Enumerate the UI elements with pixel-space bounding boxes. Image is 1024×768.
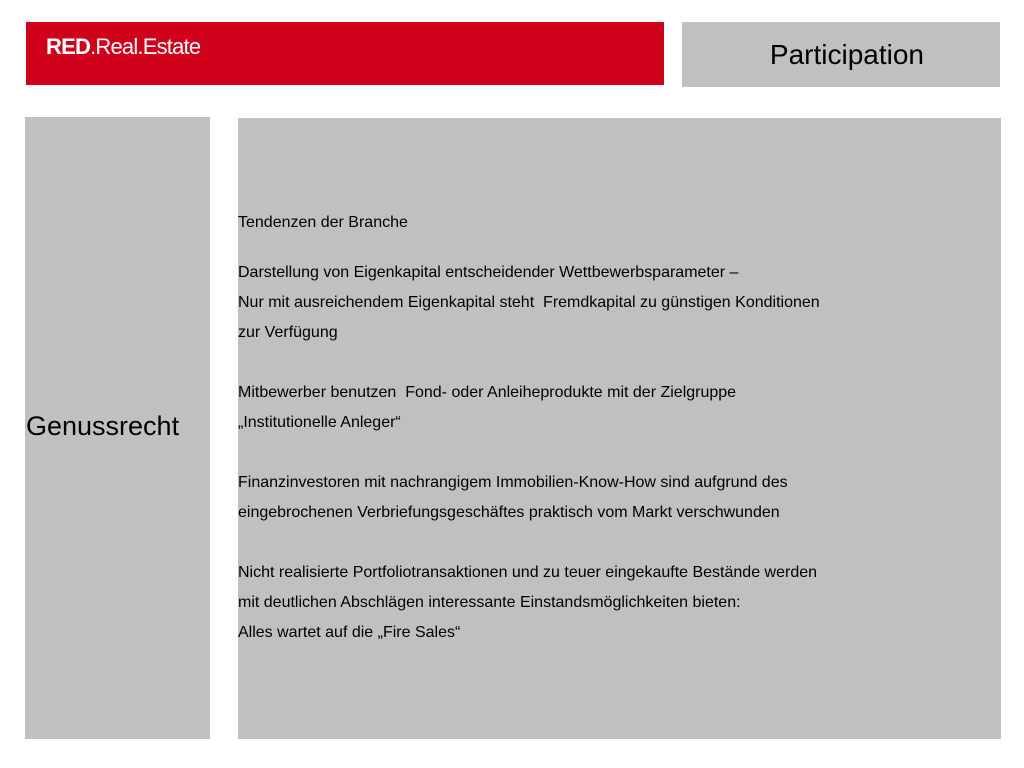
paragraph-gap xyxy=(238,528,978,558)
paragraph-line: mit deutlichen Abschlägen interessante Einstandsmöglichkeiten bieten: xyxy=(238,594,741,611)
paragraph-4 xyxy=(238,558,978,648)
paragraph-line: eingebrochenen Verbriefungsgeschäftes praktisch vom Markt verschwunden xyxy=(238,504,780,521)
paragraph-line: Nur mit ausreichendem Eigenkapital steht Fremdkapital zu günstigen Konditionen xyxy=(238,294,820,311)
title-box xyxy=(682,22,1000,87)
paragraph-line: Finanzinvestoren mit nachrangigem Immobilien-Know-How sind aufgrund des xyxy=(238,474,788,491)
paragraph-line: Darstellung von Eigenkapital entscheidender Wettbewerbsparameter – xyxy=(238,264,739,281)
paragraph-3 xyxy=(238,468,978,528)
paragraph-line: Mitbewerber benutzen Fond- oder Anleiheprodukte mit der Zielgruppe xyxy=(238,384,737,401)
paragraph-line: Nicht realisierte Portfoliotransaktionen und zu teuer eingekaufte Bestände werden xyxy=(238,564,818,581)
paragraph-line: „Institutionelle Anleger“ xyxy=(238,414,401,431)
paragraph-line: zur Verfügung xyxy=(238,324,338,341)
section-heading: Tendenzen der Branche xyxy=(238,214,408,231)
paragraph-2 xyxy=(238,378,978,438)
brand-logo-rest: .Real.Estate xyxy=(90,34,201,59)
paragraph-1 xyxy=(238,258,978,348)
paragraph-gap xyxy=(238,238,978,258)
page-title: Participation xyxy=(769,38,924,70)
paragraph-gap xyxy=(238,438,978,468)
paragraph-gap xyxy=(238,348,978,368)
main-content xyxy=(238,208,978,648)
paragraph-line: Alles wartet auf die „Fire Sales“ xyxy=(238,624,461,641)
brand-logo-bold: RED xyxy=(46,34,91,59)
brand-bar xyxy=(26,22,664,85)
paragraph-gap xyxy=(238,368,978,378)
left-panel-label: Genussrecht xyxy=(26,411,180,441)
brand-logo xyxy=(46,36,664,58)
